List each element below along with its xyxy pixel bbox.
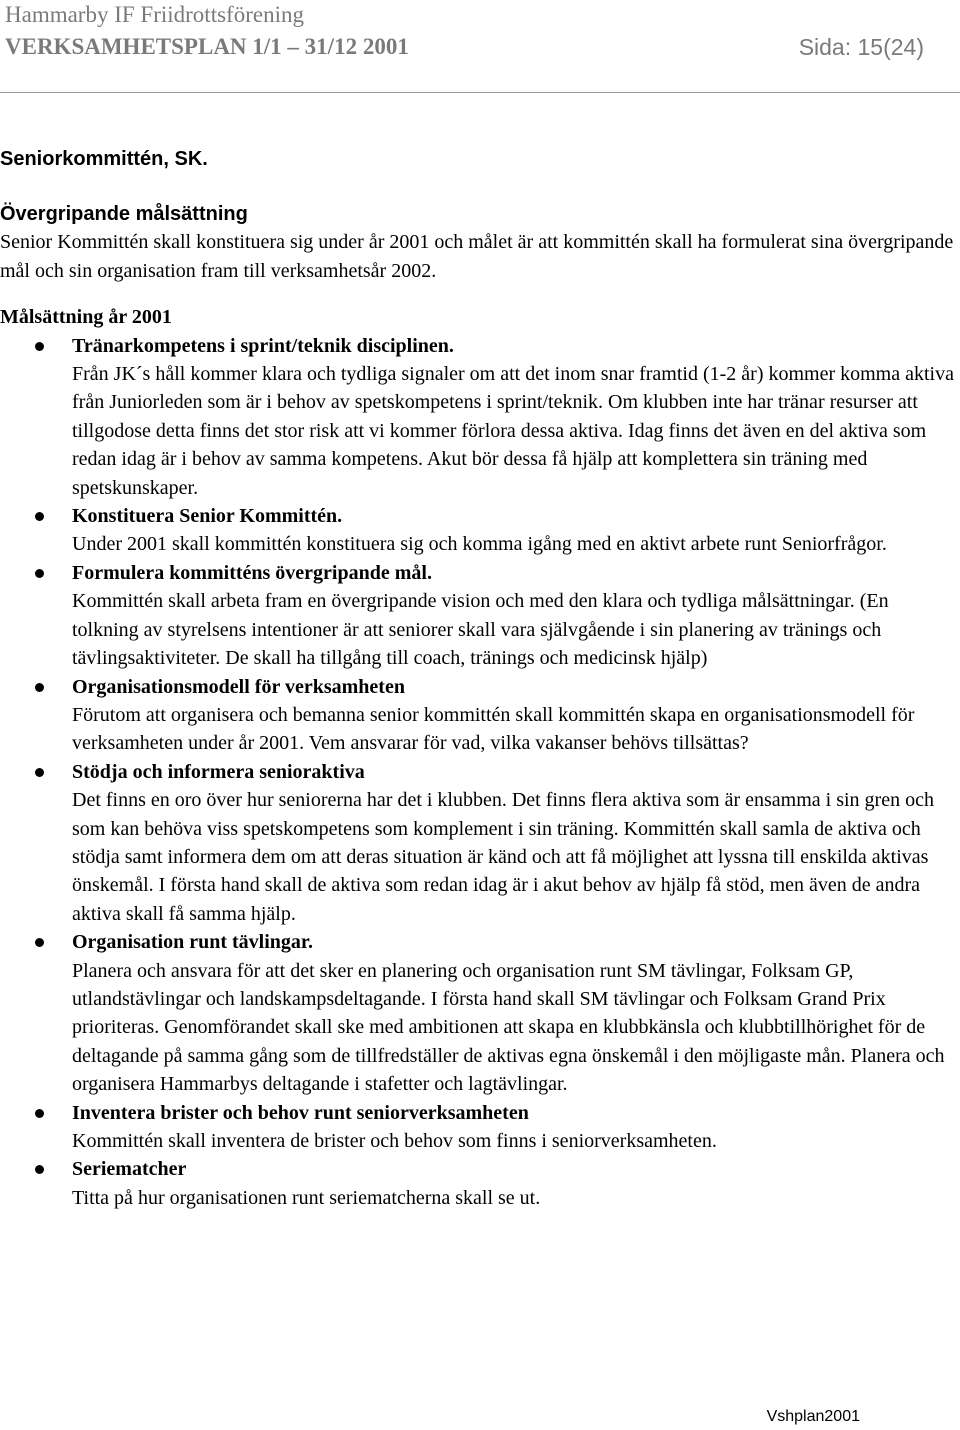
goal-item <box>0 673 955 758</box>
overall-goal-heading: Övergripande målsättning <box>0 203 248 225</box>
footer-label: Vshplan2001 <box>766 1408 860 1425</box>
header-divider <box>0 92 960 93</box>
goal-item <box>0 928 955 1098</box>
goal-title: Formulera kommitténs övergripande mål. <box>72 561 432 584</box>
goal-item <box>0 758 955 928</box>
goal-title: Stödja och informera senioraktiva <box>72 760 365 783</box>
goal-item <box>0 1099 955 1156</box>
header-organization: Hammarby IF Friidrottsförening <box>5 2 304 27</box>
goal-item <box>0 502 955 559</box>
header-page-number: Sida: 15(24) <box>798 34 924 60</box>
goal-title: Organisationsmodell för verksamheten <box>72 675 405 698</box>
goal-title: Organisation runt tävlingar. <box>72 931 313 954</box>
document-body <box>0 144 955 1212</box>
goal-body: Från JK´s håll kommer klara och tydliga signaler om att det inom snar framtid (1-2 år) kommer komma aktiva från Juniorleden som är i behov av spetskompetens i sprint/teknik. Om klubben inte har tränar resurser att tillgodose detta finns det stor risk att vi kommer förlora dessa aktiva. Idag finns det även en del aktiva som redan idag är i behov av samma kompetens. Akut bör dessa få hjälp att komplettera sin träning med spetskunskaper. <box>72 363 954 499</box>
goals-list <box>0 332 955 1213</box>
goal-body: Förutom att organisera och bemanna senior kommittén skall kommittén skapa en organisationsmodell för verksamheten under år 2001. Vem ansvarar för vad, vilka vakanser behövs tillsättas? <box>72 703 915 755</box>
bullet-icon <box>35 569 44 578</box>
bullet-icon <box>35 683 44 692</box>
header-plan-title: VERKSAMHETSPLAN 1/1 – 31/12 2001 <box>5 34 409 59</box>
bullet-icon <box>35 1165 44 1174</box>
overall-goal-text: Senior Kommittén skall konstituera sig under år 2001 och målet är att kommittén skall ha formulerat sina övergripande mål och sin organisation fram till verksamhetsår 2002. <box>0 231 954 282</box>
bullet-icon <box>35 342 44 351</box>
bullet-icon <box>35 768 44 777</box>
bullet-icon <box>35 938 44 947</box>
goals-heading: Målsättning år 2001 <box>0 306 172 329</box>
bullet-icon <box>35 1109 44 1118</box>
goal-title: Inventera brister och behov runt seniorverksamheten <box>72 1101 529 1124</box>
goal-item <box>0 1155 955 1212</box>
goal-title: Seriematcher <box>72 1158 187 1181</box>
section-title: Seniorkommittén, SK. <box>0 148 208 170</box>
goal-body: Titta på hur organisationen runt seriematcherna skall se ut. <box>72 1186 541 1209</box>
goal-item <box>0 332 955 502</box>
goal-item <box>0 559 955 673</box>
goal-title: Konstituera Senior Kommittén. <box>72 505 343 528</box>
goal-body: Under 2001 skall kommittén konstituera sig och komma igång med en aktivt arbete runt Seniorfrågor. <box>72 533 887 556</box>
goal-body: Det finns en oro över hur seniorerna har det i klubben. Det finns flera aktiva som är ensamma i sin gren och som kan behöva viss spetskompetens som komplement i sin träning. Kommittén skall samla de aktiva och stödja samt informera dem om att deras situation är känd och att få möjlighet att lyssna till enskilda aktivas önskemål. I första hand skall de aktiva som redan idag är i akut behov av hjälp få stöd, men även de andra aktiva skall få samma hjälp. <box>72 789 934 925</box>
goal-body: Planera och ansvara för att det sker en planering och organisation runt SM tävlingar, Folksam GP, utlandstävlingar och landskampsdeltagande. I första hand skall SM tävlingar och Folksam Grand Prix prioriteras. Genomförandet skall ske med ambitionen att skapa en klubbkänsla och klubbtillhörighet för de deltagande på samma gång som de tillfredställer de aktivas egna önskemål i den möjligaste mån. Planera och organisera Hammarbys deltagande i stafetter och lagtävlingar. <box>72 959 945 1096</box>
goal-body: Kommittén skall arbeta fram en övergripande vision och med den klara och tydliga målsättningar. (En tolkning av styrelsens intentioner är att seniorer skall vara självgående i sin planering av tränings och tävlingsaktiviteter. De skall ha tillgång till coach, tränings och medicinsk hjälp) <box>72 590 889 670</box>
goal-body: Kommittén skall inventera de brister och behov som finns i seniorverksamheten. <box>72 1130 717 1152</box>
bullet-icon <box>35 512 44 521</box>
goal-title: Tränarkompetens i sprint/teknik disciplinen. <box>72 334 454 357</box>
